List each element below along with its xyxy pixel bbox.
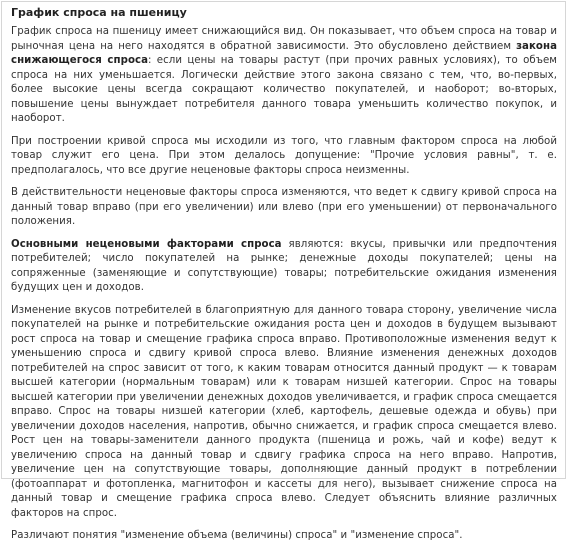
paragraph-main-factors	[11, 238, 557, 296]
paragraph-nonprice-shift: В действительности неценовые факторы спроса изменяются, что ведет к сдвигу кривой спроса на данный товар вправо (при его увеличении) или влево (при его уменьшении) от первоначального положения.	[11, 187, 557, 227]
article-page	[1, 1, 566, 541]
paragraph-price-factor: При построении кривой спроса мы исходили из того, что главным фактором спроса на любой товар служит его цена. При этом делалось допущение: "Прочие условия равны", т. е. предполагалось, что все другие неценовые факторы спроса неизменны.	[11, 135, 557, 176]
bold-term-nonprice-factors: Основными неценовыми факторами спроса	[11, 238, 282, 250]
paragraph-text: являются: вкусы, привычки или предпочтения потребителей; число покупателей на рынке; денежные доходы покупателей; цены на сопряженные (заменяющие и сопутствующие) товары; потребительские ожидания изменения будущих цен и доходов.	[11, 238, 557, 293]
article-title: График спроса на пшеницу	[11, 6, 187, 19]
paragraph-text: : если цены на товары растут (при прочих равных условиях), то объем спроса на них уменьшается. Логически действие этого закона связано с тем, что, во-первых, более высокие цены всегда сокращают количество покупателей, и наоборот; во-вторых, повышение цены вынуждает потребителя данного товара уменьшить количество покупок, и наоборот.	[11, 55, 558, 124]
paragraph-factor-effects: Изменение вкусов потребителей в благоприятную для данного товара сторону, увеличение числа покупателей на рынке и потребительские ожидания роста цен и доходов в будущем вызывают рост спроса на товар и смещение графика спроса вправо. Противоположные изменения ведут к уменьшению спроса и сдвигу кривой спроса влево. Влияние изменения денежных доходов потребителей на спрос зависит от того, к каким товарам относится данный продукт — к товарам высшей категории (нормальным товарам) или к товарам низшей категории. Спрос на товары высшей категории при увеличении денежных доходов увеличивается, и график спроса смещается вправо. Спрос на товары низшей категории (хлеб, картофель, дешевые одежда и обувь) при увеличении доходов населения, напротив, обычно снижается, и график спроса смещается влево. Рост цен на товары-заменители данного продукта (пшеница и рожь, чай и кофе) ведут к увеличению спроса на данный товар и сдвигу графика спроса на него вправо. Напротив, увеличение цен на сопутствующие товары, дополняющие данный продукт в потреблении (фотоаппарат и фотопленка, магнитофон и кассеты для него), вызывает снижение спроса на данный товар и смещение графика спроса влево. Следует объяснить влияние различных факторов на спрос.	[11, 304, 557, 519]
paragraph-concepts: Различают понятия "изменение объема (величины) спроса" и "изменение спроса".	[11, 530, 463, 541]
paragraph-demand-curve	[11, 25, 557, 127]
paragraph-text: График спроса на пшеницу имеет снижающийся вид. Он показывает, что объем спроса на товар и рыночная цена на него находятся в обратной зависимости. Это обусловлено действием	[11, 26, 557, 52]
bold-term-law-of-demand: закона снижающегося спроса	[11, 40, 557, 66]
